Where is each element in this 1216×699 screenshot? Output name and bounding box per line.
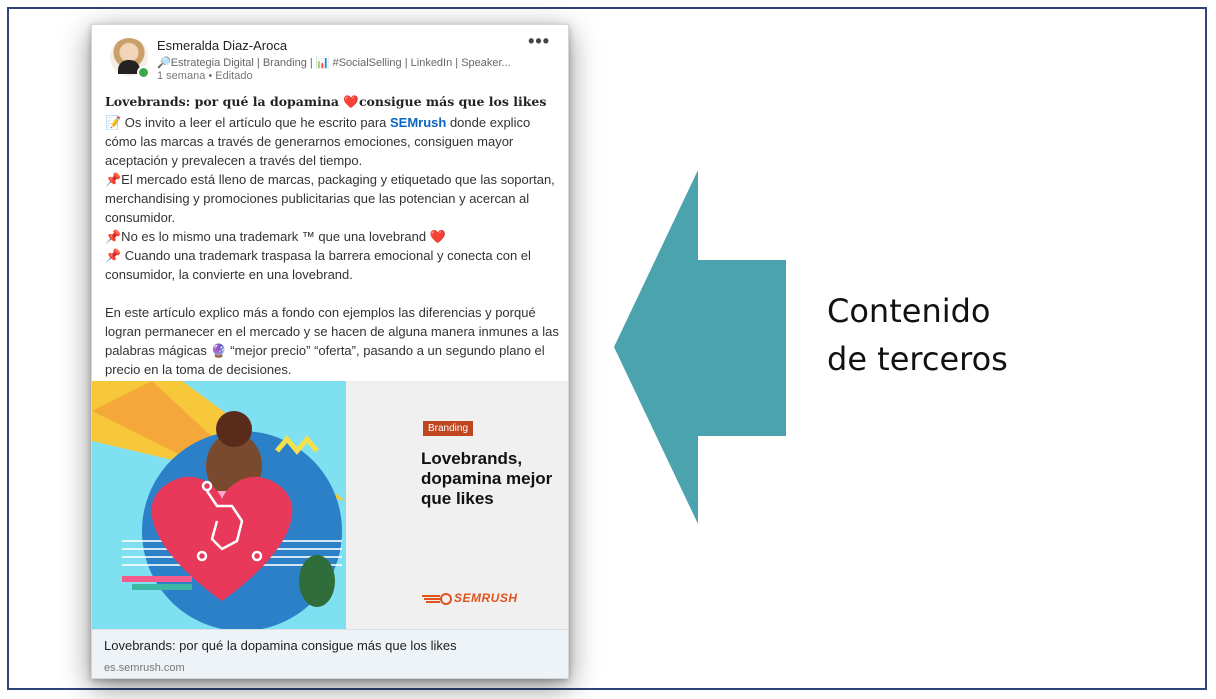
callout-line-1: Contenido [827, 292, 991, 330]
post-paragraph-3: 📌No es lo mismo una trademark ™ que una lovebrand ❤️ [105, 229, 446, 244]
author-headline: 🔎Estrategia Digital | Branding | 📊 #SocialSelling | LinkedIn | Speaker... [157, 57, 511, 69]
category-badge: Branding [423, 421, 473, 436]
callout-label [827, 287, 1008, 383]
semrush-fire-icon [422, 593, 452, 605]
linkedin-post-card [91, 24, 569, 679]
online-status-icon [137, 66, 150, 79]
semrush-logo: SEMRUSH [422, 591, 518, 605]
post-paragraph-1: 📝 Os invito a leer el artículo que he escrito para SEMrush donde explico cómo las marcas a través de generarnos emociones, consiguen mayor aceptación y prevalecen a través del tiempo. [105, 115, 531, 168]
link-preview-domain: es.semrush.com [104, 662, 185, 674]
post-paragraph-4: 📌 Cuando una trademark traspasa la barrera emocional y conecta con el consumidor, la convierte en una lovebrand. [105, 248, 531, 282]
post-body [105, 113, 560, 379]
link-preview[interactable] [92, 629, 568, 679]
article-image[interactable] [92, 381, 568, 629]
post-paragraph-5: En este artículo explico más a fondo con ejemplos las diferencias y porqué logran permanecer en el mercado y se hacen de alguna manera inmunes a las palabras mágicas 🔮 “mejor precio” “oferta”, pasando a un segundo plano el precio en la toma de decisiones. [105, 305, 559, 377]
promo-title: Lovebrands, dopamina mejor que likes [421, 449, 553, 508]
author-name[interactable]: Esmeralda Diaz-Aroca [157, 38, 288, 53]
callout-line-2: de terceros [827, 340, 1008, 378]
semrush-link[interactable]: SEMrush [390, 115, 447, 130]
post-paragraph-2: 📌El mercado está lleno de marcas, packaging y etiquetado que las soportan, merchandising y promociones publicitarias que las potencian y acercan al consumidor. [105, 172, 555, 225]
heart-illustration-icon [92, 381, 346, 629]
post-title: Lovebrands: por qué la dopamina ❤️consigue más que los likes [105, 94, 547, 109]
link-preview-title[interactable]: Lovebrands: por qué la dopamina consigue más que los likes [104, 638, 457, 653]
more-options-icon[interactable]: ••• [528, 31, 550, 51]
illustration [92, 381, 346, 629]
pointing-arrow-icon [600, 160, 800, 530]
post-meta: 1 semana • Editado [157, 70, 253, 82]
